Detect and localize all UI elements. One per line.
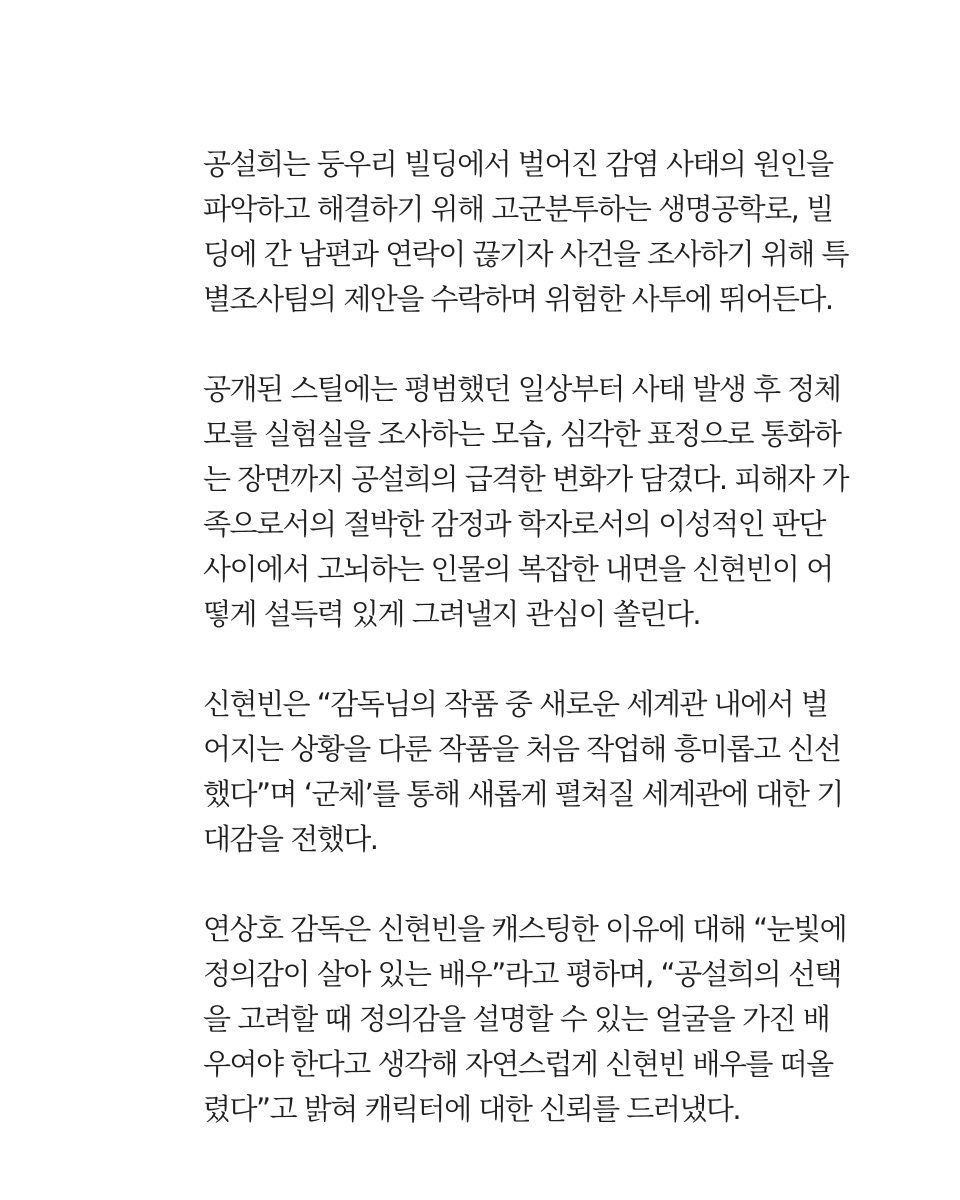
text-line: 모를 실험실을 조사하는 모습, 심각한 표정으로 통화하 <box>203 417 841 451</box>
text-line: 파악하고 해결하기 위해 고군분투하는 생명공학로, 빌 <box>203 192 833 226</box>
text-line: 정의감이 살아 있는 배우”라고 평하며, “공설희의 선택 <box>203 957 841 991</box>
text-line: 족으로서의 절박한 감정과 학자로서의 이성적인 판단 <box>203 507 825 541</box>
text-line: 는 장면까지 공설희의 급격한 변화가 담겼다. 피해자 가 <box>203 462 849 496</box>
text-line: 대감을 전했다. <box>203 822 378 856</box>
text-line: 공개된 스틸에는 평범했던 일상부터 사태 발생 후 정체 <box>203 372 841 406</box>
text-line: 렸다”고 밝혀 캐릭터에 대한 신뢰를 드러냈다. <box>203 1092 741 1126</box>
text-line: 떻게 설득력 있게 그려낼지 관심이 쏠린다. <box>203 597 701 631</box>
text-line: 신현빈은 “감독님의 작품 중 새로운 세계관 내에서 벌 <box>203 687 828 721</box>
text-line: 딩에 간 남편과 연락이 끊기자 사건을 조사하기 위해 특 <box>203 237 849 271</box>
paragraph-2 <box>203 367 849 637</box>
text-line: 공설희는 둥우리 빌딩에서 벌어진 감염 사태의 원인을 <box>203 147 833 181</box>
text-line: 우여야 한다고 생각해 자연스럽게 신현빈 배우를 떠올 <box>203 1047 833 1081</box>
paragraph-4 <box>203 907 847 1132</box>
paragraph-3 <box>203 682 843 862</box>
text-line: 별조사팀의 제안을 수락하며 위험한 사투에 뛰어든다. <box>203 282 833 316</box>
text-line: 을 고려할 때 정의감을 설명할 수 있는 얼굴을 가진 배 <box>203 1002 830 1036</box>
text-line: 연상호 감독은 신현빈을 캐스팅한 이유에 대해 “눈빛에 <box>203 912 847 946</box>
article-body <box>203 142 849 1177</box>
text-line: 했다”며 ‘군체’를 통해 새롭게 펼쳐질 세계관에 대한 기 <box>203 777 843 811</box>
text-line: 어지는 상황을 다룬 작품을 처음 작업해 흥미롭고 신선 <box>203 732 841 766</box>
text-line: 사이에서 고뇌하는 인물의 복잡한 내면을 신현빈이 어 <box>203 552 833 586</box>
paragraph-1 <box>203 142 849 322</box>
